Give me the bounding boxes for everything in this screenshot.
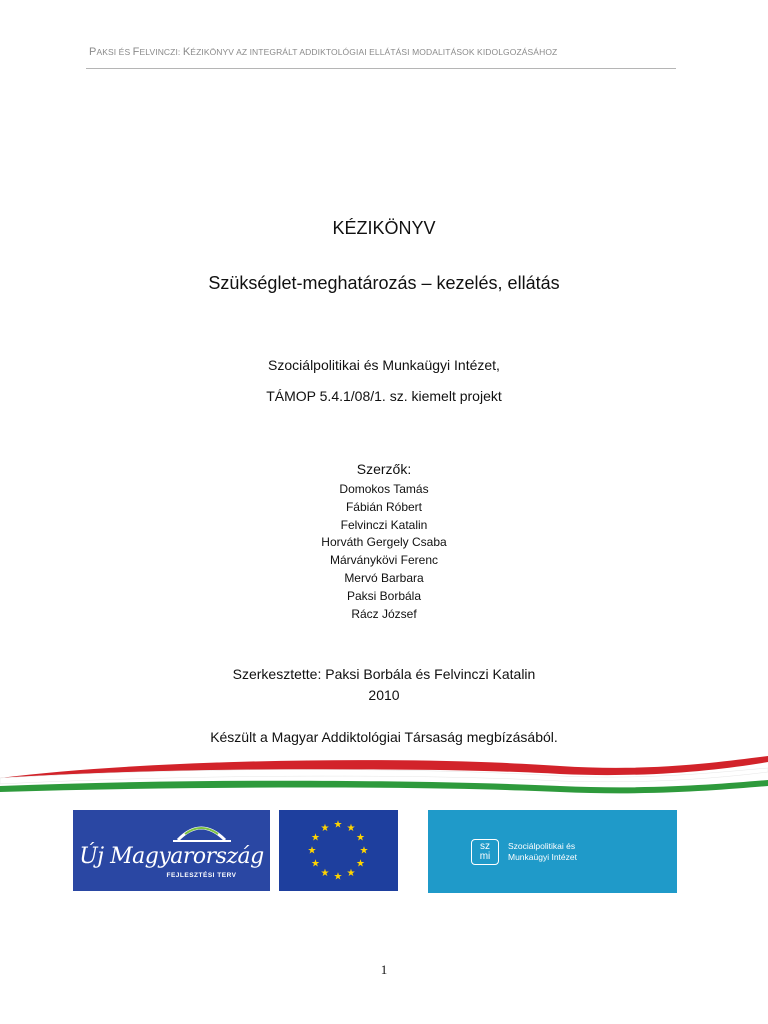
- author-item: Fábián Róbert: [345, 499, 423, 514]
- document-subtitle: Szükséglet-meghatározás – kezelés, ellátás: [208, 273, 560, 293]
- eu-star-icon: ★: [320, 822, 330, 834]
- szmi-name-line: Munkaügyi Intézet: [508, 852, 577, 862]
- project-id: TÁMOP 5.4.1/08/1. sz. kiemelt projekt: [266, 388, 502, 404]
- eu-star-icon: ★: [356, 858, 366, 870]
- running-header-part: ELVINCZI:: [139, 47, 183, 57]
- author-item: Felvinczi Katalin: [340, 517, 428, 532]
- editors-line: Szerkesztette: Paksi Borbála és Felvinczi Katalin: [232, 666, 536, 682]
- szmi-logo: [428, 810, 677, 893]
- logo-subtitle: FEJLESZTÉSI TERV: [166, 872, 237, 879]
- authors-heading: Szerzők:: [356, 461, 412, 477]
- eu-star-icon: ★: [310, 832, 320, 844]
- eu-flag-logo: [279, 810, 398, 891]
- szmi-name: [508, 841, 668, 863]
- authors-list: [0, 481, 768, 623]
- eu-star-icon: ★: [346, 868, 356, 880]
- author-item: Paksi Borbála: [346, 588, 422, 603]
- uj-magyarorszag-logo: [73, 810, 270, 891]
- szmi-name-line: Szociálpolitikai és: [508, 841, 576, 851]
- running-header-part: AKSI ÉS: [96, 47, 133, 57]
- running-header-part: F: [132, 46, 140, 58]
- page-number: 1: [380, 962, 388, 977]
- eu-star-icon: ★: [333, 871, 343, 883]
- eu-star-icon: ★: [307, 845, 317, 857]
- szmi-badge-line: sz: [480, 841, 490, 852]
- publication-year: 2010: [368, 687, 400, 703]
- logo-title: Új Magyarország: [79, 844, 264, 869]
- eu-stars-icon: [279, 810, 398, 891]
- author-item: Márványkövi Ferenc: [329, 553, 439, 568]
- running-header-part: P: [89, 46, 97, 58]
- eu-star-icon: ★: [333, 819, 343, 831]
- national-colors-ribbon: [0, 748, 768, 798]
- eu-star-icon: ★: [359, 845, 369, 857]
- institute-name: Szociálpolitikai és Munkaügyi Intézet,: [268, 357, 500, 373]
- running-header-part: ÉZIKÖNYV AZ INTEGRÁLT ADDIKTOLÓGIAI ELLÁTÁSI MODALITÁSOK KIDOLGOZÁSÁHOZ: [190, 47, 558, 57]
- commission-line: Készült a Magyar Addiktológiai Társaság megbízásából.: [210, 729, 558, 745]
- header-divider: [86, 68, 676, 69]
- author-item: Mervó Barbara: [344, 570, 424, 585]
- szmi-badge-icon: [471, 839, 499, 865]
- szmi-badge-line: mi: [479, 851, 491, 862]
- running-header: [89, 46, 679, 58]
- running-header-part: K: [182, 46, 191, 58]
- eu-star-icon: ★: [346, 822, 356, 834]
- author-item: Domokos Tamás: [339, 482, 429, 496]
- author-item: Rácz József: [351, 606, 417, 621]
- eu-star-icon: ★: [356, 832, 366, 844]
- author-item: Horváth Gergely Csaba: [321, 535, 447, 550]
- document-title: KÉZIKÖNYV: [332, 218, 436, 238]
- eu-star-icon: ★: [320, 868, 330, 880]
- eu-star-icon: ★: [310, 858, 320, 870]
